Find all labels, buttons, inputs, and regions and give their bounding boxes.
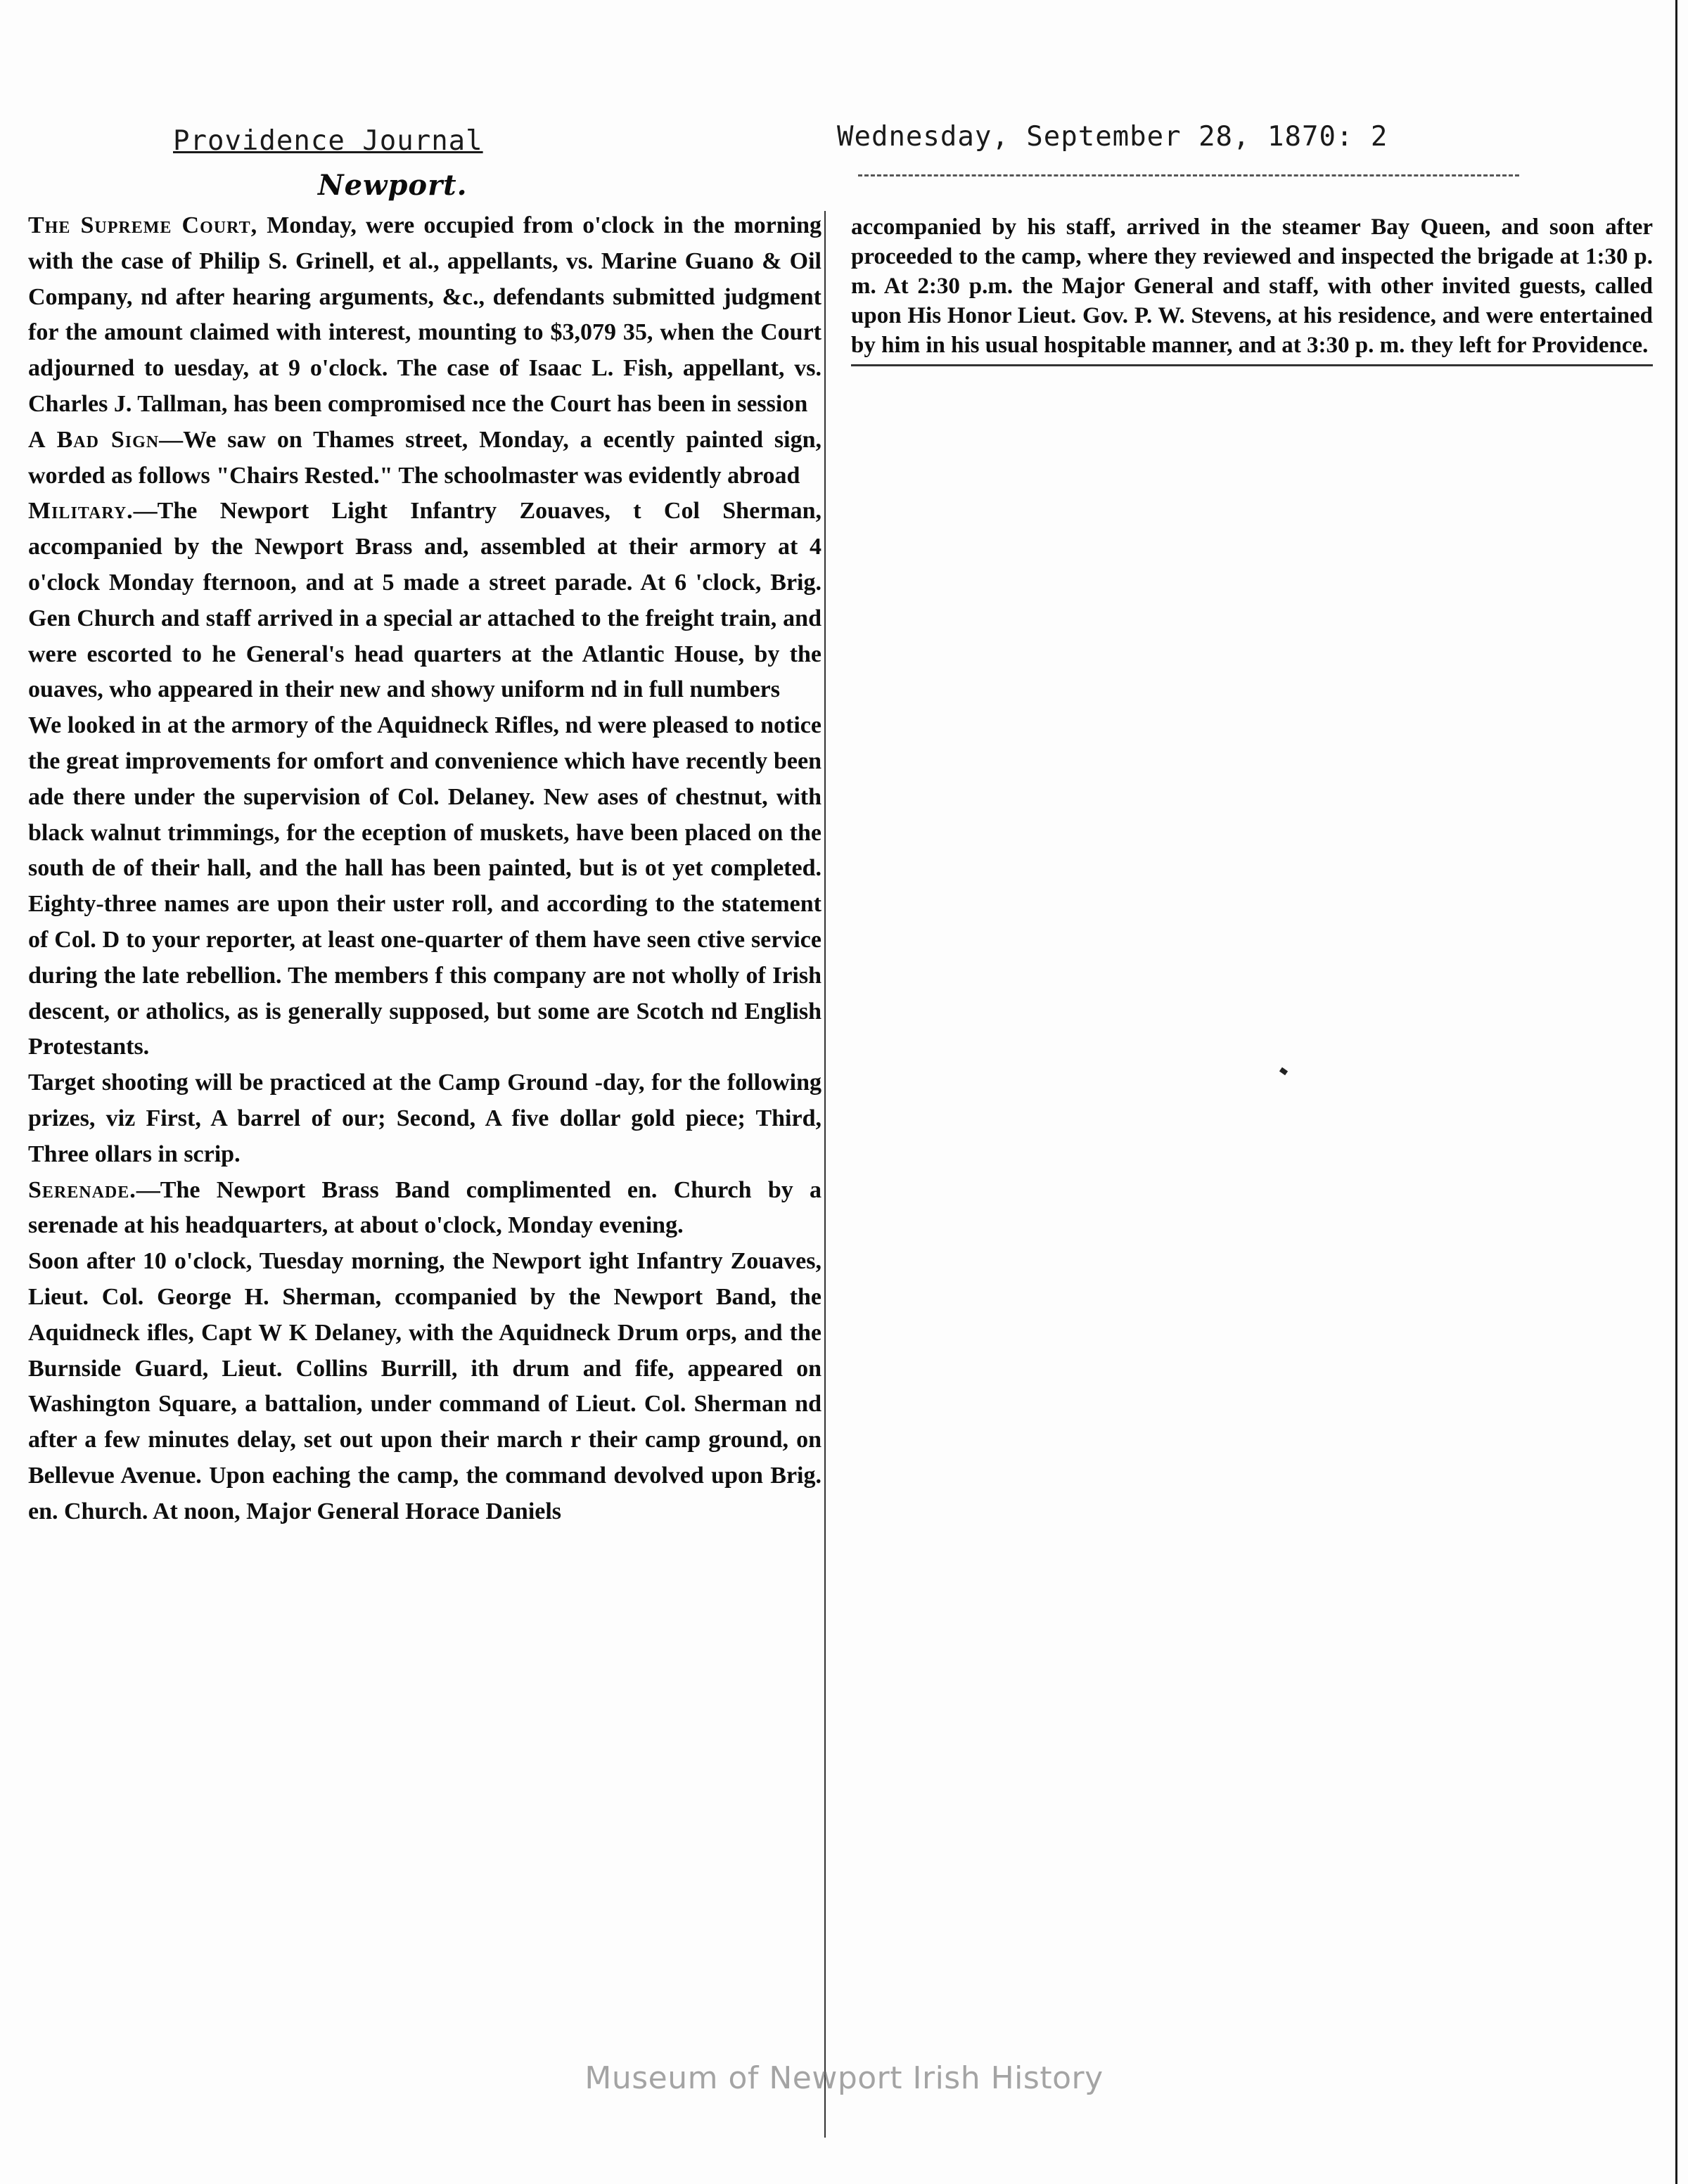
header-divider	[858, 174, 1519, 176]
paragraph-lead: The Supreme Court,	[28, 212, 258, 238]
paragraph-serenade	[28, 1173, 821, 1245]
paragraph-tuesday-march	[28, 1244, 821, 1529]
paragraph-lead: Serenade.	[28, 1176, 136, 1203]
watermark-text: Museum of Newport Irish History	[584, 2060, 1104, 2096]
article-left-column	[28, 208, 821, 2149]
paragraph-target-shooting	[28, 1065, 821, 1172]
paragraph-body: We looked in at the armory of the Aquidneck Rifles, nd were pleased to notice the great improvements for omfort and convenience which have recently been ade there under the supervision of Col. Delaney. New ases of chestnut, with black walnut trimmings, for the eception of muskets, have been placed on the south de of their hall, and the hall has been painted, but is ot yet completed. Eighty-three names are upon their uster roll, and according to the statement of Col. D to your reporter, at least one-quarter of them have seen ctive service during the late rebellion. The members f this company are not wholly of Irish descent, or atholics, as is generally supposed, but some are Scotch nd English Protestants.	[28, 712, 821, 1060]
paragraph-military	[28, 494, 821, 708]
paragraph-body: Target shooting will be practiced at the Camp Ground -day, for the following prizes, viz First, A barrel of our; Second, A five dollar gold piece; Third, Three ollars in scrip.	[28, 1069, 821, 1167]
paragraph-bad-sign	[28, 423, 821, 494]
paragraph-body: Monday, were occupied from o'clock in the morning with the case of Philip S. Grinell, et al., appellants, vs. Marine Guano & Oil Company, nd after hearing arguments, &c., defendants submitted judgment for the amount claimed with interest, mounting to $3,079 35, when the Court adjourned to uesday, at 9 o'clock. The case of Isaac L. Fish, appellant, vs. Charles J. Tallman, has been compromised nce the Court has been in session	[28, 212, 821, 417]
paragraph-lead: A Bad Sign	[28, 426, 160, 453]
article-right-column	[851, 212, 1653, 366]
paragraph-body: Soon after 10 o'clock, Tuesday morning, the Newport ight Infantry Zouaves, Lieut. Col. George H. Sherman, ccompanied by the Newport Band, the Aquidneck ifles, Capt W K Delaney, with the Aquidneck Drum orps, and the Burnside Guard, Lieut. Collins Burrill, ith drum and fife, appeared on Washington Square, a battalion, under command of Lieut. Col. Sherman nd after a few minutes delay, set out upon their march r their camp ground, on Bellevue Avenue. Upon eaching the camp, the command devolved upon Brig. en. Church. At noon, Major General Horace Daniels	[28, 1248, 821, 1524]
column-divider	[824, 211, 826, 2138]
paragraph-body: —We saw on Thames street, Monday, a ecently painted sign, worded as follows "Chairs Rested." The schoolmaster was evidently abroad	[28, 426, 821, 489]
paragraph-aquidneck-armory	[28, 708, 821, 1065]
paragraph-body: —The Newport Brass Band complimented en. Church by a serenade at his headquarters, at about o'clock, Monday evening.	[28, 1176, 821, 1239]
publication-date: Wednesday, September 28, 1870: 2	[837, 121, 1388, 153]
article-dateline: Newport.	[318, 169, 468, 202]
paragraph-supreme-court	[28, 208, 821, 423]
paragraph-continuation	[851, 212, 1653, 360]
scan-artifact-mark	[1279, 1067, 1288, 1075]
newspaper-source-title: Providence Journal	[173, 125, 483, 157]
paragraph-body: accompanied by his staff, arrived in the steamer Bay Queen, and soon after proceeded to the camp, where they reviewed and inspected the brigade at 1:30 p. m. At 2:30 p.m. the Major General and staff, with other invited guests, called upon His Honor Lieut. Gov. P. W. Stevens, at his residence, and were entertained by him in his usual hospitable manner, and at 3:30 p. m. they left for Providence.	[851, 214, 1653, 358]
paragraph-lead: Military.	[28, 498, 134, 525]
scan-edge-line	[1675, 0, 1677, 2184]
paragraph-body: —The Newport Light Infantry Zouaves, t Col Sherman, accompanied by the Newport Brass and, assembled at their armory at 4 o'clock Monday fternoon, and at 5 made a street parade. At 6 'clock, Brig. Gen Church and staff arrived in a special ar attached to the freight train, and were escorted to he General's head quarters at the Atlantic House, by the ouaves, who appeared in their new and showy uniform nd in full numbers	[28, 498, 821, 703]
